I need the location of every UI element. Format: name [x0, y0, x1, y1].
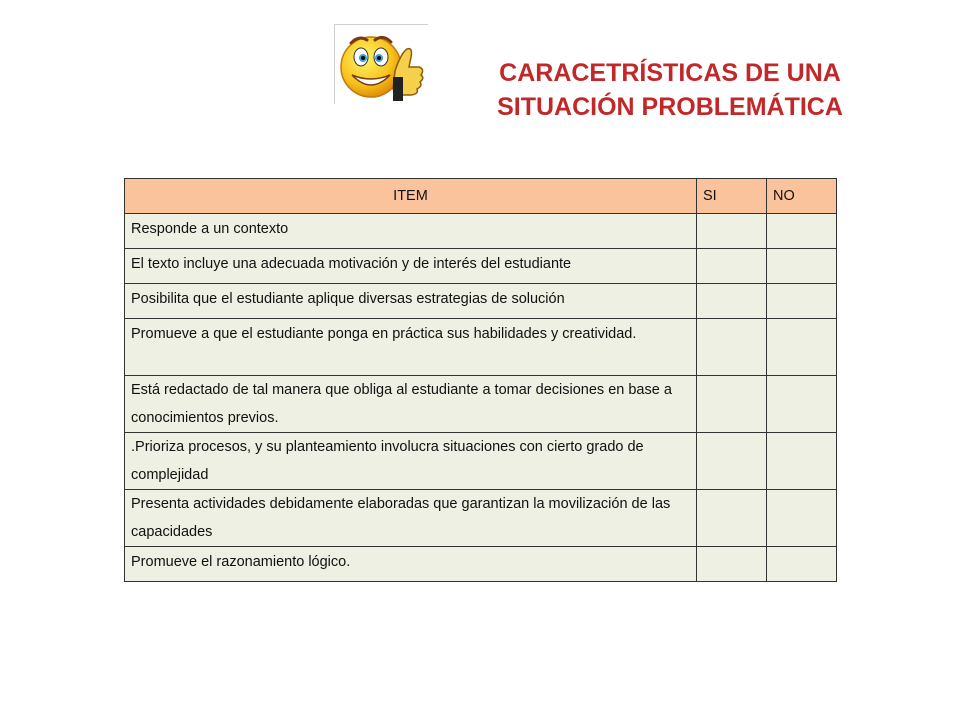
- table-row: [125, 433, 837, 490]
- thumbs-up-smiley-icon: [334, 24, 428, 104]
- no-cell[interactable]: [767, 490, 837, 547]
- item-cell: Posibilita que el estudiante aplique diversas estrategias de solución: [125, 284, 697, 319]
- table-row: [125, 490, 837, 547]
- no-cell[interactable]: [767, 214, 837, 249]
- column-header-no: NO: [767, 179, 837, 214]
- table-row: [125, 376, 837, 433]
- page-title-line-1: CARACETRÍSTICAS DE UNA: [499, 59, 841, 87]
- table-row: [125, 284, 837, 319]
- no-cell[interactable]: [767, 547, 837, 582]
- table-row: [125, 547, 837, 582]
- item-cell: .Prioriza procesos, y su planteamiento involucra situaciones con cierto grado de complejidad: [125, 433, 697, 490]
- si-cell[interactable]: [697, 376, 767, 433]
- no-cell[interactable]: [767, 249, 837, 284]
- si-cell[interactable]: [697, 319, 767, 376]
- table-row: [125, 319, 837, 376]
- si-cell[interactable]: [697, 214, 767, 249]
- si-cell[interactable]: [697, 284, 767, 319]
- checklist-table: [124, 178, 837, 582]
- no-cell[interactable]: [767, 319, 837, 376]
- no-cell[interactable]: [767, 284, 837, 319]
- item-cell: Responde a un contexto: [125, 214, 697, 249]
- si-cell[interactable]: [697, 433, 767, 490]
- table-header-row: [125, 179, 837, 214]
- page-title: [470, 56, 870, 124]
- page-title-line-2: SITUACIÓN PROBLEMÁTICA: [497, 93, 843, 121]
- no-cell[interactable]: [767, 433, 837, 490]
- table-row: [125, 214, 837, 249]
- item-cell: Promueve a que el estudiante ponga en práctica sus habilidades y creatividad.: [125, 319, 697, 376]
- si-cell[interactable]: [697, 490, 767, 547]
- si-cell[interactable]: [697, 547, 767, 582]
- column-header-item: ITEM: [125, 179, 697, 214]
- item-cell: Está redactado de tal manera que obliga al estudiante a tomar decisiones en base a conocimientos previos.: [125, 376, 697, 433]
- item-cell: Promueve el razonamiento lógico.: [125, 547, 697, 582]
- item-cell: El texto incluye una adecuada motivación y de interés del estudiante: [125, 249, 697, 284]
- si-cell[interactable]: [697, 249, 767, 284]
- no-cell[interactable]: [767, 376, 837, 433]
- table-row: [125, 249, 837, 284]
- column-header-si: SI: [697, 179, 767, 214]
- item-cell: Presenta actividades debidamente elaboradas que garantizan la movilización de las capacidades: [125, 490, 697, 547]
